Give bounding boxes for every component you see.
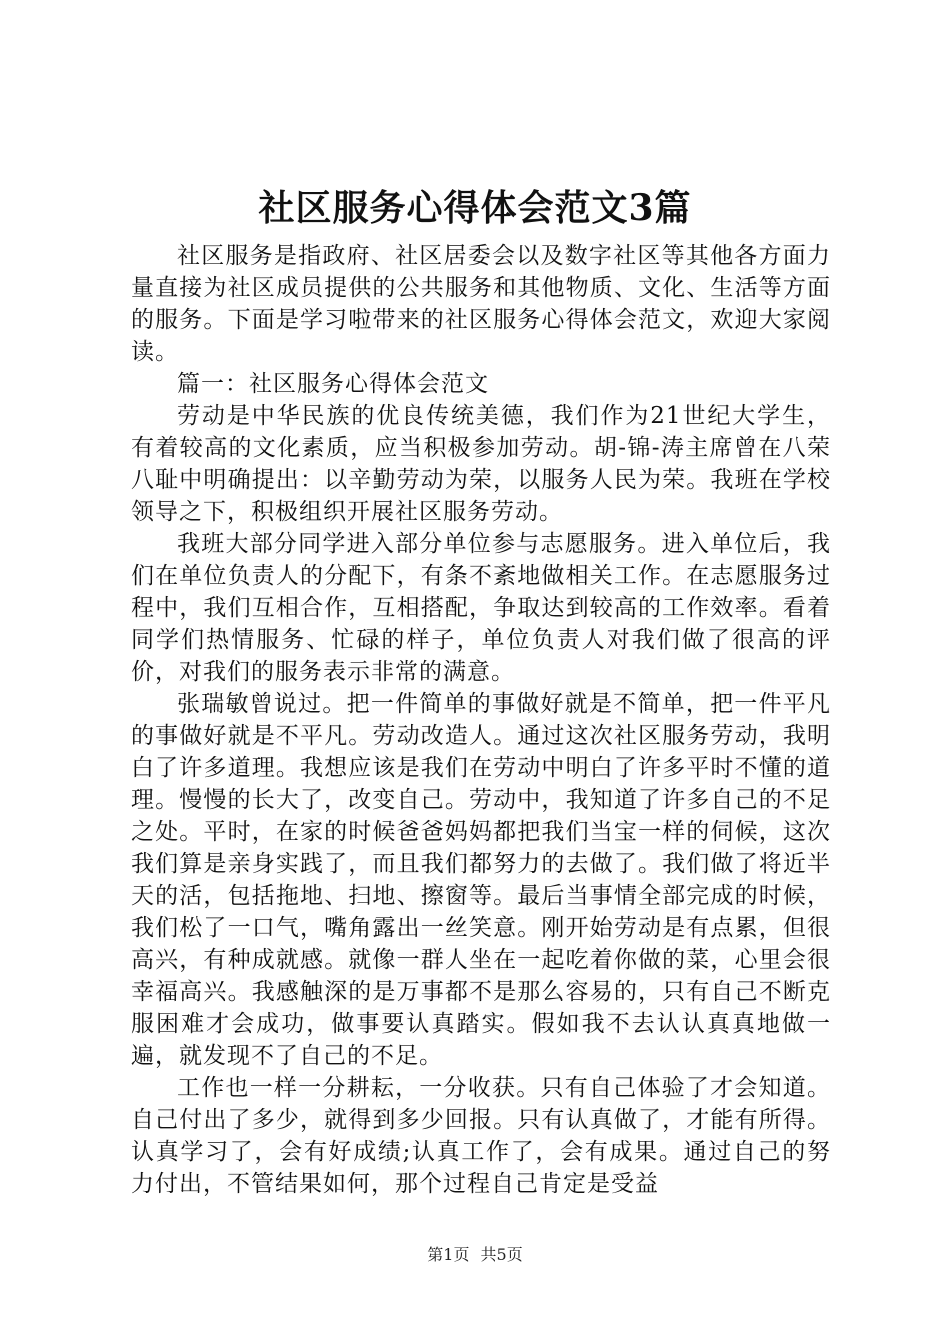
document-title: 社区服务心得体会范文3篇 — [258, 187, 692, 229]
paragraph: 劳动是中华民族的优良传统美德，我们作为21世纪大学生，有着较高的文化素质，应当积极参加劳动。胡-锦-涛主席曾在八荣八耻中明确提出：以辛勤劳动为荣，以服务人民为荣。我班在学校领导之下，积极组织开展社区服务劳动。 — [131, 403, 831, 525]
page-number: 第1页 — [427, 1245, 470, 1264]
page-total: 共5页 — [480, 1245, 523, 1264]
paragraph-intro: 社区服务是指政府、社区居委会以及数字社区等其他各方面力量直接为社区成员提供的公共服务和其他物质、文化、生活等方面的服务。下面是学习啦带来的社区服务心得体会范文，欢迎大家阅读。 — [131, 243, 831, 365]
document-body — [131, 240, 831, 1200]
page-footer — [0, 1244, 950, 1266]
paragraph: 张瑞敏曾说过。把一件简单的事做好就是不简单，把一件平凡的事做好就是不平凡。劳动改造人。通过这次社区服务劳动，我明白了许多道理。我想应该是我们在劳动中明白了许多平时不懂的道理。慢慢的长大了，改变自己。劳动中，我知道了许多自己的不足之处。平时，在家的时候爸爸妈妈都把我们当宝一样的伺候，这次我们算是亲身实践了，而且我们都努力的去做了。我们做了将近半天的活，包括拖地、扫地、擦窗等。最后当事情全部完成的时候，我们松了一口气，嘴角露出一丝笑意。刚开始劳动是有点累，但很高兴，有种成就感。就像一群人坐在一起吃着你做的菜，心里会很幸福高兴。我感触深的是万事都不是那么容易的，只有自己不断克服困难才会成功，做事要认真踏实。假如我不去认认真真地做一遍，就发现不了自己的不足。 — [131, 691, 831, 1069]
paragraph: 工作也一样一分耕耘，一分收获。只有自己体验了才会知道。自己付出了多少，就得到多少回报。只有认真做了，才能有所得。认真学习了，会有好成绩;认真工作了，会有成果。通过自己的努力付出，不管结果如何，那个过程自己肯定是受益 — [131, 1075, 831, 1197]
paragraph: 我班大部分同学进入部分单位参与志愿服务。进入单位后，我们在单位负责人的分配下，有条不紊地做相关工作。在志愿服务过程中，我们互相合作，互相搭配，争取达到较高的工作效率。看着同学们热情服务、忙碌的样子，单位负责人对我们做了很高的评价，对我们的服务表示非常的满意。 — [131, 531, 831, 685]
section-heading: 篇一：社区服务心得体会范文 — [177, 371, 489, 397]
